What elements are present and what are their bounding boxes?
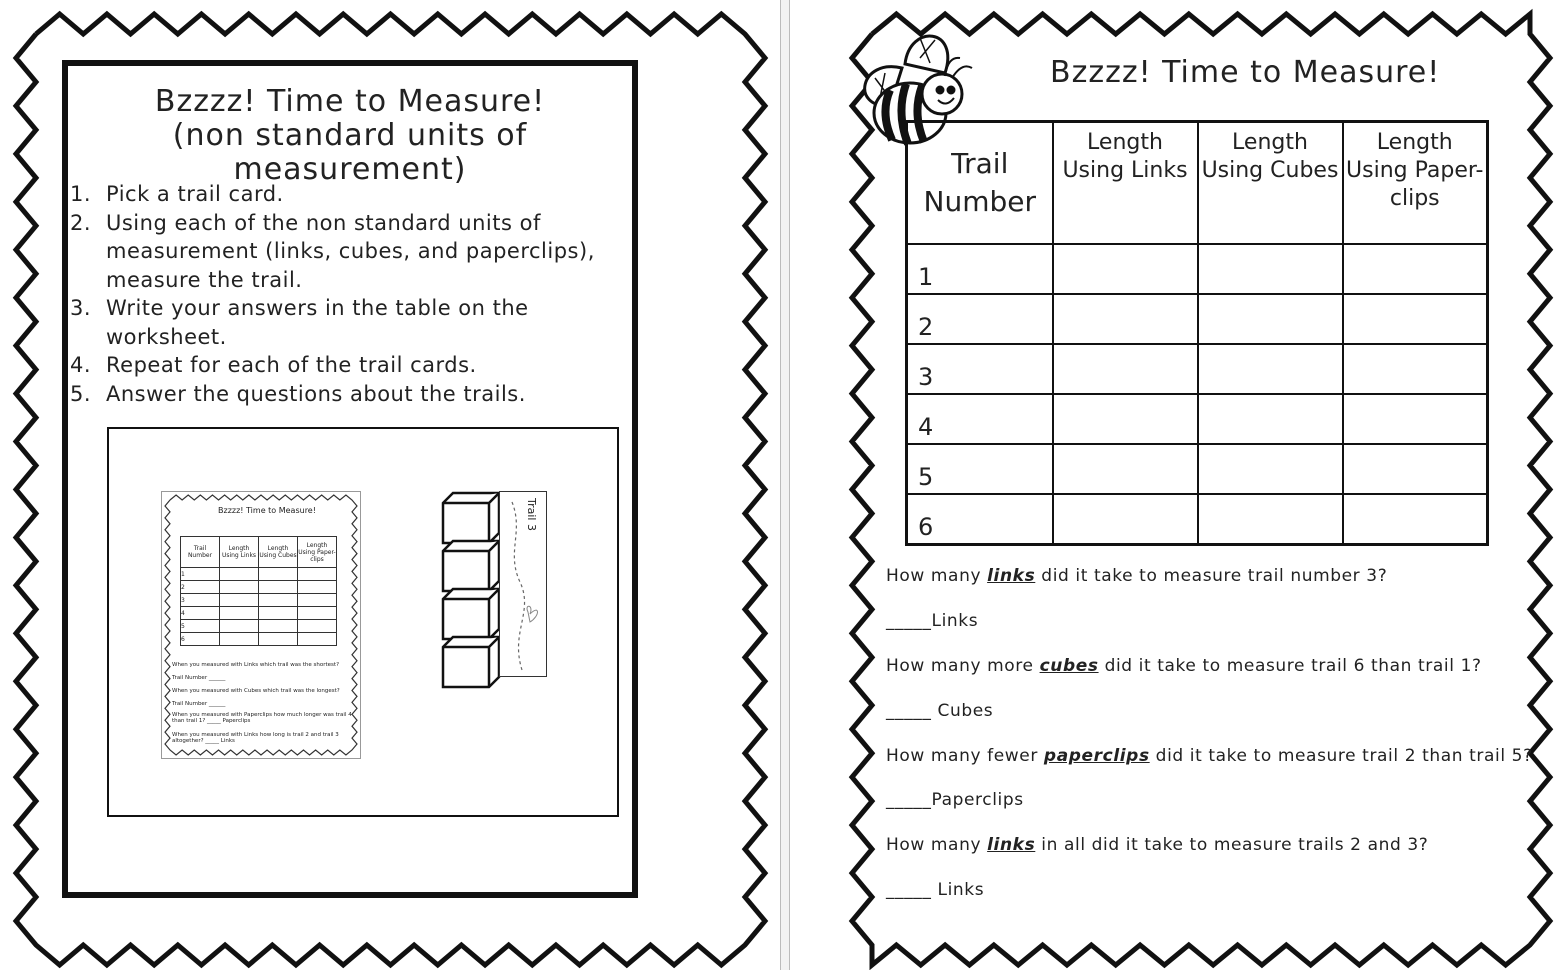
thumbnail-title: Bzzzz! Time to Measure! bbox=[218, 506, 316, 515]
thumb-answer: Trail Number ______ bbox=[172, 675, 226, 681]
step-number: 1. bbox=[70, 182, 92, 206]
table-row bbox=[907, 494, 1488, 545]
paperclips-cell[interactable] bbox=[1343, 444, 1488, 494]
step-text: Using each of the non standard units of measurement (links, cubes, and paperclips), measure the trail. bbox=[106, 210, 595, 292]
links-cell[interactable] bbox=[1053, 294, 1198, 344]
question-1: How many links did it take to measure trail number 3? bbox=[886, 566, 1388, 586]
header-trail-number: Trail Number bbox=[907, 122, 1053, 244]
cubes-cell[interactable] bbox=[1198, 494, 1343, 545]
worksheet-title: Bzzzz! Time to Measure! bbox=[1050, 55, 1441, 90]
row-number: 4 bbox=[907, 394, 1053, 444]
instruction-steps bbox=[70, 180, 630, 408]
cubes-cell[interactable] bbox=[1198, 444, 1343, 494]
row-number: 2 bbox=[907, 294, 1053, 344]
step-text: Repeat for each of the trail cards. bbox=[106, 353, 477, 377]
thumb-row-number: 2 bbox=[181, 581, 220, 594]
thumb-row-number: 6 bbox=[181, 633, 220, 646]
thumb-row-number: 4 bbox=[181, 607, 220, 620]
step-number: 2. bbox=[70, 210, 92, 235]
step-item bbox=[70, 294, 630, 351]
thumb-question: When you measured with Links how long is trail 2 and trail 3 altogether? _____ Links bbox=[172, 732, 339, 744]
cubes-cell[interactable] bbox=[1198, 294, 1343, 344]
question-3: How many fewer paperclips did it take to measure trail 2 than trail 5? bbox=[886, 746, 1533, 766]
thumb-header: Trail Number bbox=[181, 537, 220, 568]
thumb-row-number: 5 bbox=[181, 620, 220, 633]
measurement-table bbox=[905, 120, 1489, 546]
thumb-header: Length Using Paper-clips bbox=[298, 537, 337, 568]
header-paperclips: Length Using Paper-clips bbox=[1343, 122, 1488, 244]
step-text: Answer the questions about the trails. bbox=[106, 381, 526, 406]
page-gutter bbox=[780, 0, 790, 970]
cubes-cell[interactable] bbox=[1198, 344, 1343, 394]
links-cell[interactable] bbox=[1053, 244, 1198, 294]
row-number: 1 bbox=[907, 244, 1053, 294]
step-item bbox=[70, 351, 630, 380]
thumb-header: Length Using Cubes bbox=[259, 537, 298, 568]
step-text: Pick a trail card. bbox=[106, 182, 284, 206]
answer-blank-3[interactable]: _____Paperclips bbox=[886, 790, 1024, 810]
table-row bbox=[907, 394, 1488, 444]
thumb-header: Length Using Links bbox=[220, 537, 259, 568]
answer-blank-1[interactable]: _____Links bbox=[886, 611, 979, 631]
thumb-answer: Trail Number ______ bbox=[172, 701, 226, 707]
title-line-1: Bzzzz! Time to Measure! bbox=[154, 84, 546, 119]
links-cell[interactable] bbox=[1053, 494, 1198, 545]
table-row bbox=[907, 344, 1488, 394]
paperclips-cell[interactable] bbox=[1343, 344, 1488, 394]
step-text: Write your answers in the table on the worksheet. bbox=[106, 296, 529, 349]
answer-blank-2[interactable]: _____ Cubes bbox=[886, 701, 994, 721]
question-4: How many links in all did it take to measure trails 2 and 3? bbox=[886, 835, 1429, 855]
paperclips-cell[interactable] bbox=[1343, 494, 1488, 545]
paperclips-cell[interactable] bbox=[1343, 394, 1488, 444]
header-cubes: Length Using Cubes bbox=[1198, 122, 1343, 244]
cubes-cell[interactable] bbox=[1198, 244, 1343, 294]
step-item bbox=[70, 180, 630, 209]
thumb-question: When you measured with Links which trail was the shortest? bbox=[172, 662, 339, 668]
thumb-question: When you measured with Paperclips how much longer was trail 4 than trail 1? _____ Paperclips bbox=[172, 712, 352, 724]
title-line-2: (non standard units of measurement) bbox=[172, 118, 528, 187]
row-number: 5 bbox=[907, 444, 1053, 494]
step-number: 5. bbox=[70, 381, 92, 406]
paperclips-cell[interactable] bbox=[1343, 294, 1488, 344]
paperclips-cell[interactable] bbox=[1343, 244, 1488, 294]
thumb-row-number: 3 bbox=[181, 594, 220, 607]
question-2: How many more cubes did it take to measure trail 6 than trail 1? bbox=[886, 656, 1482, 676]
trail-path-icon bbox=[500, 492, 546, 676]
step-item bbox=[70, 380, 630, 409]
example-photo bbox=[107, 427, 619, 817]
step-number: 4. bbox=[70, 353, 92, 377]
links-cell[interactable] bbox=[1053, 344, 1198, 394]
header-links: Length Using Links bbox=[1053, 122, 1198, 244]
trail-card bbox=[499, 491, 547, 677]
thumbnail-table bbox=[180, 536, 337, 646]
step-item bbox=[70, 209, 630, 295]
cubes-cell[interactable] bbox=[1198, 394, 1343, 444]
links-cell[interactable] bbox=[1053, 394, 1198, 444]
trail-card-label: Trail 3 bbox=[525, 498, 538, 531]
thumb-question: When you measured with Cubes which trail was the longest? bbox=[172, 688, 340, 694]
table-row bbox=[907, 444, 1488, 494]
instructions-title bbox=[62, 85, 638, 187]
row-number: 3 bbox=[907, 344, 1053, 394]
links-cell[interactable] bbox=[1053, 444, 1198, 494]
worksheet-thumbnail bbox=[161, 491, 361, 759]
table-row bbox=[907, 294, 1488, 344]
step-number: 3. bbox=[70, 296, 92, 320]
row-number: 6 bbox=[907, 494, 1053, 545]
thumb-row-number: 1 bbox=[181, 568, 220, 581]
table-row bbox=[907, 244, 1488, 294]
answer-blank-4[interactable]: _____ Links bbox=[886, 880, 985, 900]
